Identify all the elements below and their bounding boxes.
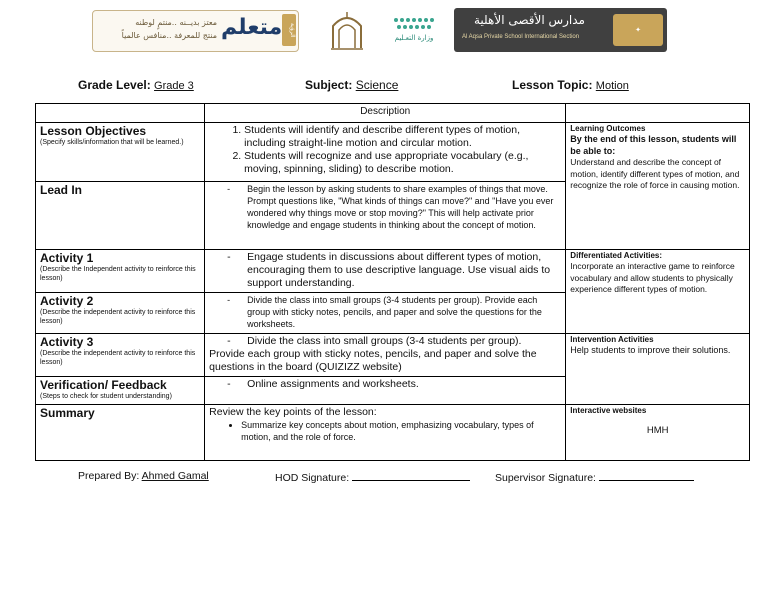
- objectives-sub: (Specify skills/information that will be learned.): [40, 139, 184, 146]
- verification-sub: (Steps to check for student understanding): [40, 393, 172, 400]
- verification-label-cell: [36, 377, 205, 405]
- prepared-label: Prepared By:: [78, 470, 140, 482]
- prepared-by: [78, 470, 209, 482]
- activity3-row: [36, 334, 750, 377]
- interv-head: Intervention Activities: [570, 335, 654, 344]
- subject-label: Subject:: [305, 78, 353, 92]
- ministry-dots-icon: [392, 16, 438, 32]
- lead-in-text: - Begin the lesson by asking students to share examples of things that move. Prompt questions like, "What kinds of things can move?" and "Have you ever wondered why things move or stop moving?" This will help activate prior knowledge and engage students in thinking about the concept of motion.: [209, 183, 561, 231]
- activity1-cell: [205, 250, 566, 293]
- mutaallem-logo: [92, 10, 299, 52]
- grade-value: Grade 3: [154, 80, 194, 92]
- activity1-title: Activity 1: [40, 251, 94, 265]
- interv-text: Help students to improve their solutions.: [570, 345, 731, 355]
- activity2-text: - Divide the class into small groups (3-4 students per group). Provide each group with sticky notes, pencils, and paper and solve the questions for the worksheets.: [209, 294, 561, 330]
- learning-outcomes-cell: [566, 123, 750, 250]
- list-item: • Summarize key concepts about motion, emphasizing vocabulary, types of motion, and the role of force.: [241, 419, 561, 443]
- web-head: Interactive websites: [570, 406, 647, 415]
- diff-text: Incorporate an interactive game to reinforce vocabulary and allow students to physically experience different types of motion.: [570, 261, 735, 294]
- subject: [305, 78, 398, 92]
- objectives-cell: [205, 123, 566, 182]
- outcomes-text: Understand and describe the concept of motion, identify different types of motion, and recognize the role of force in causing motion.: [570, 157, 740, 190]
- hod-signature: [275, 470, 470, 484]
- lead-in-label-cell: [36, 182, 205, 250]
- mutaallem-title: متعلم: [221, 15, 283, 40]
- objectives-title: Lesson Objectives: [40, 124, 147, 138]
- prepared-value: Ahmed Gamal: [141, 470, 209, 482]
- activity3-label-cell: [36, 334, 205, 377]
- list-item: 2. Students will recognize and use appropriate vocabulary (e.g., moving, spinning, sliding) to describe motion.: [244, 150, 561, 176]
- objectives-label-cell: [36, 123, 205, 182]
- header-banner: [92, 8, 667, 54]
- supervisor-signature: [495, 470, 694, 484]
- intervention-cell: [566, 334, 750, 405]
- verification-title: Verification/ Feedback: [40, 378, 167, 392]
- summary-intro: Review the key points of the lesson:: [209, 406, 377, 418]
- summary-row: [36, 405, 750, 461]
- school-name-en: Al Aqsa Private School International Section: [462, 34, 580, 40]
- grade-label: Grade Level:: [78, 78, 151, 92]
- objectives-list: [209, 124, 561, 176]
- supervisor-label: Supervisor Signature:: [495, 472, 596, 484]
- hod-signature-line: [352, 470, 470, 481]
- differentiated-cell: [566, 250, 750, 334]
- lead-in-title: Lead In: [40, 183, 83, 197]
- activity3-text-rest: Provide each group with sticky notes, pencils, and paper and solve the questions in the board (QUIZIZZ website): [209, 348, 537, 373]
- lead-in-cell: [205, 182, 566, 250]
- table-header-row: [36, 104, 750, 123]
- description-header: Description: [205, 104, 566, 123]
- lesson-plan-table: [35, 103, 750, 461]
- list-item: 1. Students will identify and describe different types of motion, including straight-line motion and circular motion.: [244, 124, 561, 150]
- activity1-sub: (Describe the Independent activity to reinforce this lesson): [40, 266, 196, 282]
- ministry-logo: [384, 14, 444, 50]
- supervisor-signature-line: [599, 470, 694, 481]
- slogan-line-1: معتز بديــنه ..منتمٍ لوطنه: [135, 18, 217, 27]
- activity3-sub: (Describe the independent activity to reinforce this lesson): [40, 350, 196, 366]
- web-text: HMH: [646, 425, 669, 436]
- activity3-text-first: - Divide the class into small groups (3-4 students per group).: [209, 335, 561, 348]
- outcomes-head: Learning Outcomes: [570, 124, 646, 133]
- activity2-title: Activity 2: [40, 294, 94, 308]
- activity3-title: Activity 3: [40, 335, 94, 349]
- activity2-sub: (Describe the independent activity to reinforce this lesson): [40, 309, 196, 325]
- outcomes-bold: By the end of this lesson, students will be able to:: [570, 134, 737, 156]
- websites-cell: [566, 405, 750, 461]
- school-crest-icon: ✦: [613, 14, 663, 46]
- header-empty-cell: [566, 104, 750, 123]
- slogan-line-2: منتج للمعرفة ..منافس عالمياً: [121, 31, 217, 40]
- activity2-label-cell: [36, 293, 205, 334]
- objectives-row: [36, 123, 750, 182]
- activity2-cell: [205, 293, 566, 334]
- summary-title: Summary: [40, 406, 95, 420]
- hod-label: HOD Signature:: [275, 472, 350, 484]
- activity3-cell: [205, 334, 566, 377]
- subject-value: Science: [355, 78, 399, 92]
- lesson-topic: [512, 78, 629, 92]
- mutaallem-slogan: [99, 16, 217, 42]
- diff-head: Differentiated Activities:: [570, 251, 663, 260]
- verification-cell: [205, 377, 566, 405]
- aqsa-emblem-icon: [327, 8, 367, 52]
- school-logo: [454, 8, 667, 52]
- ministry-text: وزارة التعـليم: [394, 34, 434, 42]
- summary-label-cell: [36, 405, 205, 461]
- topic-value: Motion: [595, 80, 629, 92]
- school-name-ar: مدارس الأقصى الأهلية: [474, 13, 585, 27]
- activity1-row: [36, 250, 750, 293]
- summary-cell: [205, 405, 566, 461]
- verification-text: - Online assignments and worksheets.: [209, 378, 561, 391]
- topic-label: Lesson Topic:: [512, 78, 593, 92]
- vision-tag: الرؤية: [282, 14, 296, 46]
- activity1-text: - Engage students in discussions about different types of motion, encouraging them to use descriptive language. Use visual aids to support understanding.: [209, 251, 561, 290]
- summary-list: [209, 419, 561, 443]
- header-empty-cell: [36, 104, 205, 123]
- activity1-label-cell: [36, 250, 205, 293]
- grade-level: [78, 78, 194, 92]
